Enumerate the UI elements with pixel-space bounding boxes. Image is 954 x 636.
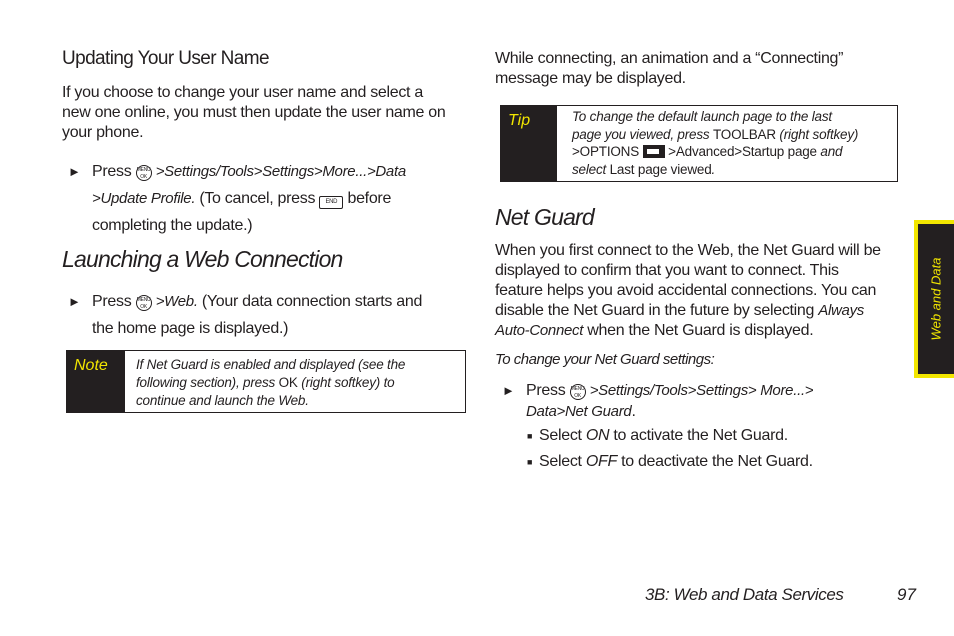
user-name-paragraph: If you choose to change your user name and select a new one online, you must then update the user name on your phone. (62, 84, 446, 141)
square-bullet-icon: ■ (527, 431, 533, 441)
footer-section-title: 3B: Web and Data Services (645, 585, 844, 604)
connecting-paragraph: While connecting, an animation and a “Connecting” message may be displayed. (495, 50, 844, 87)
menu-path: >Web. (155, 293, 198, 310)
end-key-icon: END (319, 196, 343, 209)
menu-ok-key-icon: MENU OK (570, 386, 585, 399)
menu-path: >Settings/Tools>Settings> More...> (589, 382, 814, 399)
step-arrow-icon: ► (502, 383, 515, 398)
launch-web-step: ► Press MENU OK >Web. (Your data connection starts and the home page is displayed.) (68, 288, 478, 342)
tip-label: Tip (501, 106, 557, 181)
section-heading-net-guard: Net Guard (495, 204, 594, 230)
menu-ok-key-icon: MENU OK (136, 167, 151, 180)
net-guard-paragraph: When you first connect to the Web, the Net Guard will be displayed to confirm that you want to connect. This feature helps you avoid accidental connections. You can disable the Net Guard in the future by selecting Always Auto-Connect when the Net Guard is displayed. (495, 242, 881, 339)
page-number: 97 (897, 585, 916, 604)
side-tab-label: Web and Data (928, 257, 944, 341)
section-heading-user-name: Updating Your User Name (62, 48, 269, 69)
note-text: If Net Guard is enabled and displayed (see the following section), press OK (right softkey) to continue and launch the Web. (136, 357, 406, 408)
note-label: Note (67, 351, 125, 412)
menu-path: >Settings/Tools>Settings>More...>Data (155, 163, 406, 180)
step-arrow-icon: ► (68, 294, 81, 309)
bullet-off: ■ Select OFF to deactivate the Net Guard. (527, 453, 813, 470)
menu-ok-key-icon: MENU OK (136, 297, 151, 310)
section-side-tab (914, 220, 954, 378)
tip-box (500, 105, 898, 182)
net-guard-step: ► Press MENU OK >Settings/Tools>Settings> More...> Data>Net Guard. (502, 382, 814, 420)
options-key-icon (643, 145, 665, 158)
menu-path-end: >Update Profile. (92, 190, 196, 207)
update-profile-step: ► Press MENU OK >Settings/Tools>Settings>More...>Data >Update Profile. (To cancel, press END before completing the update.) (68, 158, 478, 239)
net-guard-subheading: To change your Net Guard settings: (495, 351, 715, 368)
tip-text: To change the default launch page to the last page you viewed, press TOOLBAR (right softkey) >OPTIONS >Advanced>Startup page and select Last page viewed. (572, 109, 859, 177)
step-arrow-icon: ► (68, 164, 81, 179)
note-box (66, 350, 466, 413)
bullet-on: ■ Select ON to activate the Net Guard. (527, 427, 788, 444)
section-heading-launching: Launching a Web Connection (62, 246, 343, 272)
square-bullet-icon: ■ (527, 457, 533, 467)
